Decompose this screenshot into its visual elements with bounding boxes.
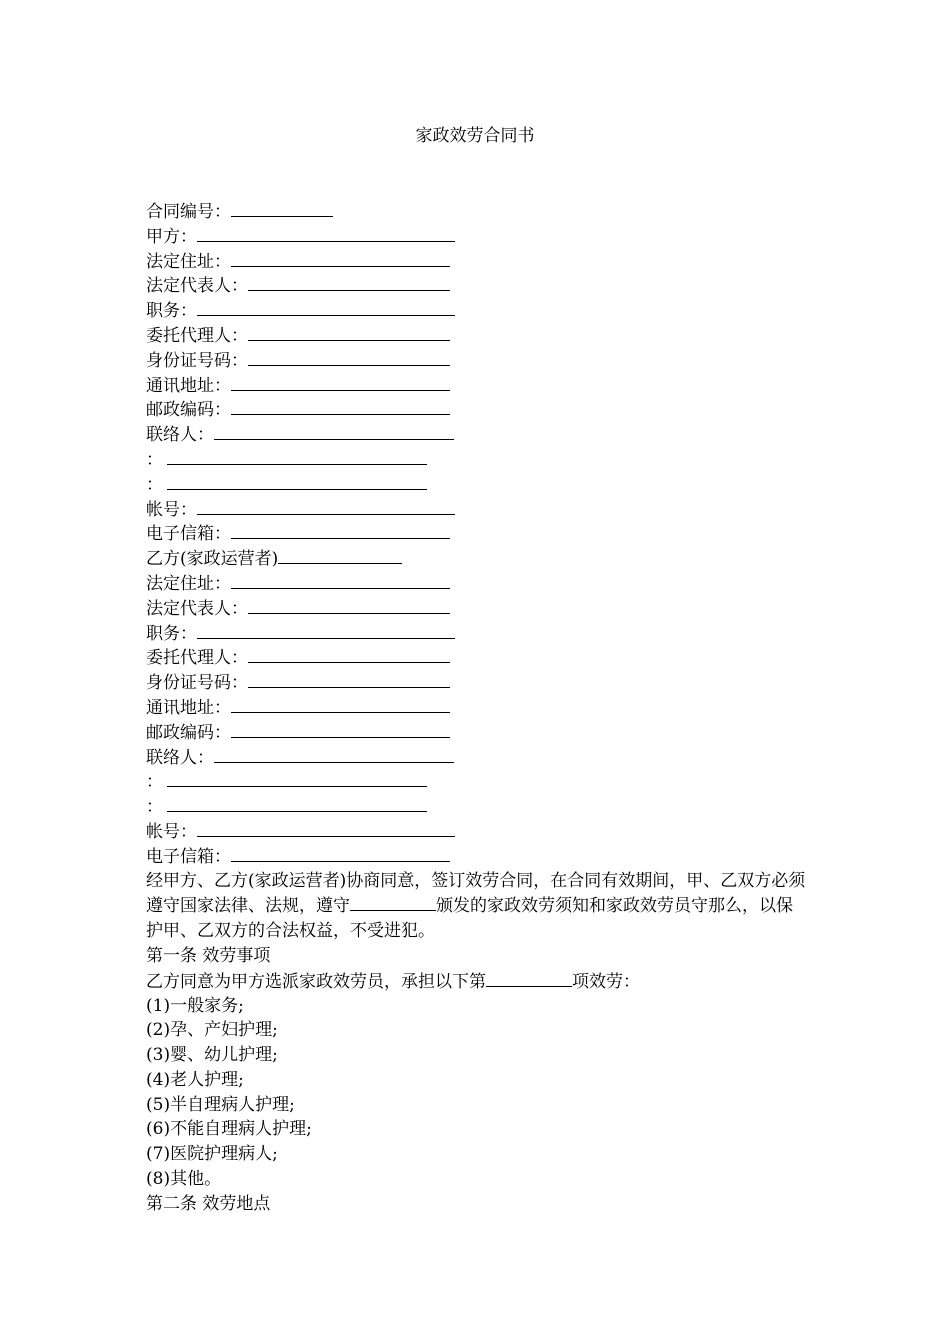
blank-line[interactable]: [231, 373, 450, 391]
service-item: (8)其他。: [146, 1169, 222, 1190]
blank-line[interactable]: [248, 273, 450, 291]
blank-line[interactable]: [197, 298, 455, 316]
service-item: (2)孕、产妇护理;: [146, 1020, 278, 1041]
blank-line[interactable]: [248, 645, 450, 663]
field-postal-code-b: [146, 720, 806, 745]
field-label: 委托代理人：: [146, 325, 248, 346]
field-legal-rep-a: [146, 273, 806, 298]
field-postal-code-a: [146, 397, 806, 422]
field-label: 帐号：: [146, 821, 197, 842]
field-label: ：: [146, 474, 163, 495]
field-label: 邮政编码：: [146, 722, 231, 743]
field-mail-address-b: [146, 695, 806, 720]
blank-line[interactable]: [197, 819, 455, 837]
service-item: (7)医院护理病人;: [146, 1144, 278, 1165]
blank-line[interactable]: [248, 348, 450, 366]
field-label: 通讯地址：: [146, 375, 231, 396]
blank-line[interactable]: [197, 621, 455, 639]
intro-text-part2: 颁发的家政效劳须知和家政效劳员守那么，以保护甲、乙双方的合法权益，不受进犯。: [146, 896, 793, 942]
field-label: 电子信箱：: [146, 524, 231, 545]
field-label: ：: [146, 449, 163, 470]
field-legal-rep-b: [146, 596, 806, 621]
blank-line[interactable]: [167, 472, 427, 490]
blank-line[interactable]: [231, 695, 450, 713]
field-party-a: [146, 224, 806, 249]
field-label: 职务：: [146, 301, 197, 322]
field-account-a: [146, 497, 806, 522]
article-1-text-part1: 乙方同意为甲方选派家政效劳员，承担以下第: [146, 971, 486, 992]
field-label: 法定代表人：: [146, 276, 248, 297]
field-contact-a: [146, 422, 806, 447]
blank-line[interactable]: [231, 249, 450, 267]
blank-line[interactable]: [197, 497, 455, 515]
blank-line[interactable]: [231, 720, 450, 738]
field-email-a: [146, 521, 806, 546]
field-label: ：: [146, 772, 163, 793]
blank-line[interactable]: [231, 571, 450, 589]
field-agent-b: [146, 645, 806, 670]
blank-line[interactable]: [197, 224, 455, 242]
service-item: (4)老人护理;: [146, 1069, 244, 1090]
field-label: 帐号：: [146, 499, 197, 520]
field-label: 合同编号：: [146, 202, 231, 222]
service-item: (1)一般家务;: [146, 995, 244, 1016]
field-position-b: [146, 621, 806, 646]
field-label: 身份证号码：: [146, 673, 248, 694]
field-label: ：: [146, 797, 163, 818]
field-label: 身份证号码：: [146, 350, 248, 371]
field-id-number-b: [146, 670, 806, 695]
service-item: (3)婴、幼儿护理;: [146, 1045, 278, 1066]
blank-line[interactable]: [231, 844, 450, 862]
blank-line[interactable]: [248, 596, 450, 614]
field-contact-b: [146, 745, 806, 770]
blank-line[interactable]: [214, 422, 454, 440]
field-blank-b-2: [146, 794, 806, 819]
document-title: 家政效劳合同书: [415, 126, 535, 146]
field-blank-a-1: [146, 447, 806, 472]
field-label: 乙方(家政运营者): [146, 549, 279, 570]
field-label: 法定代表人：: [146, 598, 248, 619]
field-label: 甲方：: [146, 226, 197, 247]
blank-line[interactable]: [231, 199, 333, 217]
field-account-b: [146, 819, 806, 844]
field-label: 法定住址：: [146, 251, 231, 272]
field-mail-address-a: [146, 373, 806, 398]
intro-paragraph: [146, 869, 806, 944]
document-body: [146, 199, 806, 1217]
field-label: 法定住址：: [146, 573, 231, 594]
field-legal-address-a: [146, 249, 806, 274]
blank-line[interactable]: [167, 794, 427, 812]
article-1-text-part2: 项效劳：: [572, 971, 640, 992]
blank-line[interactable]: [248, 670, 450, 688]
blank-line[interactable]: [486, 969, 572, 987]
field-label: 邮政编码：: [146, 400, 231, 421]
field-label: 通讯地址：: [146, 697, 231, 718]
field-label: 联络人：: [146, 747, 214, 768]
field-email-b: [146, 844, 806, 869]
blank-line[interactable]: [167, 769, 427, 787]
field-position-a: [146, 298, 806, 323]
blank-line[interactable]: [231, 397, 450, 415]
field-label: 联络人：: [146, 425, 214, 446]
blank-line[interactable]: [350, 893, 436, 911]
service-item: (5)半自理病人护理;: [146, 1094, 295, 1115]
blank-line[interactable]: [248, 323, 450, 341]
field-agent-a: [146, 323, 806, 348]
article-1-heading: 第一条 效劳事项: [146, 945, 271, 966]
blank-line[interactable]: [278, 546, 402, 564]
field-label: 委托代理人：: [146, 648, 248, 669]
field-label: 电子信箱：: [146, 846, 231, 867]
service-item: (6)不能自理病人护理;: [146, 1119, 312, 1140]
blank-line[interactable]: [231, 521, 450, 539]
blank-line[interactable]: [167, 447, 427, 465]
field-legal-address-b: [146, 571, 806, 596]
field-blank-a-2: [146, 472, 806, 497]
intro-text-part1: 经甲方、乙方(家政运营者)协商同意，签订效劳合同，在合同有效期间，甲、乙双方必须遵守国家法律、法规，遵守: [146, 870, 806, 917]
party-b-heading: [146, 546, 806, 571]
article-2-heading: 第二条 效劳地点: [146, 1193, 271, 1214]
field-blank-b-1: [146, 769, 806, 794]
blank-line[interactable]: [214, 745, 454, 763]
field-contract-number: [146, 199, 806, 224]
field-label: 职务：: [146, 623, 197, 644]
field-id-number-a: [146, 348, 806, 373]
article-1-sentence: [146, 969, 806, 994]
